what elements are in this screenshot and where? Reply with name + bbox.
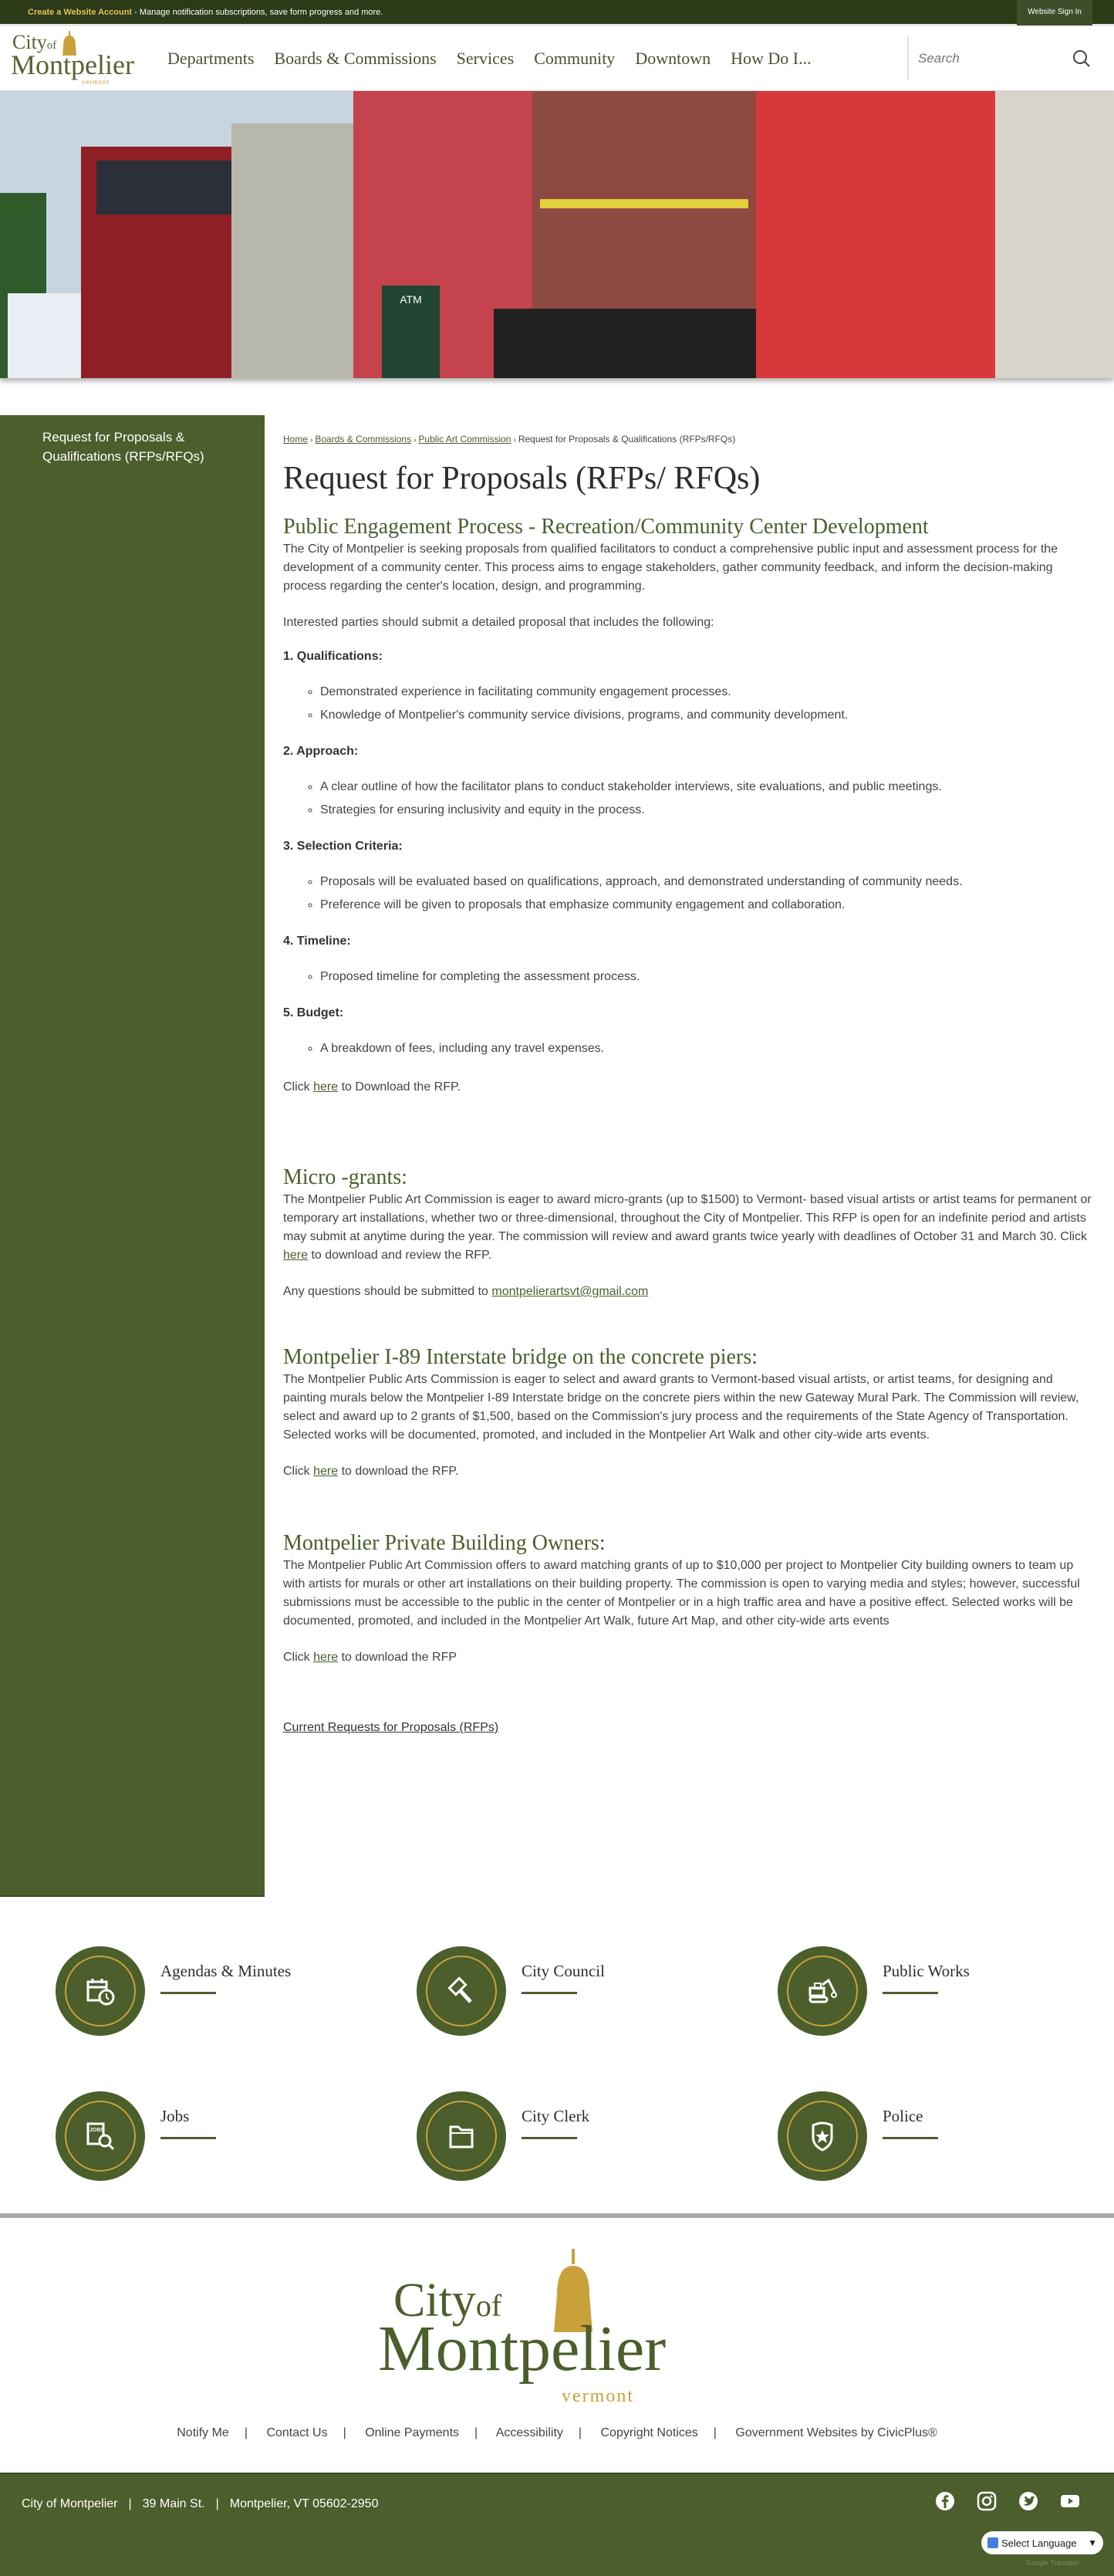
quick-link-badge (778, 2091, 867, 2181)
quick-link-city-clerk[interactable] (417, 2091, 778, 2213)
group-list-qualifications (320, 681, 1095, 727)
quick-link-label: Jobs (160, 2107, 190, 2125)
section-body: The Montpelier Public Art Commission is eager to award micro-grants (up to $1500) to Vermont- based visual artists or artist teams for permanent or temporary art installations, whether two or three-dimensional, throughout the City of Montpelier. This RFP is open for an indefinite period and artists may submit at anytime during the year. The commission will review and award grants twice yearly with deadlines of October 31 and March 30. Click here to download and review the RFP. (283, 1193, 1092, 1262)
underline-divider (522, 1992, 577, 1994)
folder-icon (446, 2121, 477, 2152)
section-intro: The City of Montpelier is seeking proposals from qualified facilitators to conduct a comprehensive public input and assessment process for the development of a community center. This process aims to engage stakeholders, gather community feedback, and inform the decision-making process regarding the center's location, design, and programming. (283, 543, 1058, 593)
section-heading: Micro -grants: (283, 1165, 407, 1189)
underline-divider (883, 2137, 938, 2139)
sidebar-item-rfps-rfqs[interactable]: Request for Proposals & Qualifications (RFPs/RFQs) (42, 430, 204, 464)
section-body: The Montpelier Public Art Commission offers to award matching grants of up to $10,000 per project to Montpelier City building owners to team up with artists for murals or other art installations on their building property. The commission is open to varying media and styles; however, successful submissions must be accessible to the public in the center of Montpelier or in a high traffic area and have a positive effect. Selected works will be documented, promoted, and included in the Montpelier Art Walk, future Art Map, and other city-wide arts events (283, 1559, 1080, 1628)
underline-divider (522, 2137, 577, 2139)
micro-grants-rfp-link[interactable]: here (283, 1249, 309, 1262)
engagement-rfp-download-link[interactable]: here (313, 1080, 339, 1094)
police-badge-icon (807, 2121, 838, 2152)
quick-link-jobs[interactable] (56, 2091, 417, 2213)
quick-link-public-works[interactable] (778, 1946, 1114, 2068)
questions-line: Any questions should be submitted to montpelierartsvt@gmail.com (283, 1285, 649, 1298)
quick-link-label: Public Works (883, 1962, 970, 1980)
nav-community[interactable]: Community (534, 48, 616, 68)
group-label-budget: 5. Budget: (283, 1006, 344, 1019)
breadcrumb-home[interactable]: Home (283, 434, 309, 445)
social-links (935, 2491, 1080, 2511)
logo-city: Cityof (393, 2274, 502, 2327)
logo-state: vermont (82, 78, 110, 86)
jobs-search-icon (85, 2121, 116, 2152)
quick-link-badge (56, 1946, 145, 2036)
underline-divider (160, 1992, 216, 1994)
footer-logo[interactable] (378, 2249, 717, 2406)
list-item: ◦ Strategies for ensuring inclusivity and equity in the process. (320, 799, 1095, 822)
youtube-icon[interactable] (1060, 2491, 1080, 2511)
footer-link-contact-us[interactable]: Contact Us (266, 2426, 328, 2439)
utility-bar (0, 0, 1114, 26)
list-item: ◦ A breakdown of fees, including any travel expenses. (320, 1037, 1095, 1060)
footer-link-civicplus[interactable]: Government Websites by CivicPlus® (735, 2426, 937, 2439)
section-lead: Interested parties should submit a detailed proposal that includes the following: (283, 616, 714, 629)
quick-link-label: City Council (522, 1962, 605, 1980)
section-public-engagement (283, 514, 1095, 1097)
current-rfps-link[interactable]: Current Requests for Proposals (RFPs) (283, 1721, 499, 1734)
svg-text:JOBS: JOBS (89, 2128, 105, 2133)
search-input[interactable] (918, 51, 1072, 66)
quick-link-label: City Clerk (522, 2107, 590, 2125)
account-message (28, 8, 383, 17)
section-private-building-owners (283, 1530, 1095, 1667)
nav-departments[interactable]: Departments (167, 48, 255, 68)
footer-link-copyright-notices[interactable]: Copyright Notices (600, 2426, 698, 2439)
list-item: ◦ Preference will be given to proposals that emphasize community engagement and collaboration. (320, 894, 1095, 917)
footer-address: City of Montpelier | 39 Main St. | Montpelier, VT 05602-2950 (22, 2497, 379, 2510)
quick-link-label: Agendas & Minutes (160, 1962, 292, 1980)
create-account-link[interactable]: Create a Website Account (28, 7, 133, 17)
list-item: ◦ Demonstrated experience in facilitating community engagement processes. (320, 681, 1095, 704)
gavel-icon (446, 1976, 477, 2006)
underline-divider (883, 1992, 938, 1994)
quick-link-badge (417, 2091, 506, 2181)
calendar-clock-icon (85, 1976, 116, 2006)
nav-services[interactable]: Services (456, 48, 515, 68)
list-item: ◦ Proposals will be evaluated based on qualifications, approach, and demonstrated understanding of community needs. (320, 870, 1095, 894)
section-i89-bridge (283, 1344, 1095, 1481)
nav-downtown[interactable]: Downtown (635, 48, 711, 68)
breadcrumb-current: Request for Proposals & Qualifications (RFPs/RFQs) (518, 434, 736, 445)
instagram-icon[interactable] (977, 2491, 997, 2511)
contact-email-link[interactable]: montpelierartsvt@gmail.com (491, 1285, 649, 1298)
logo-city: Cityof (12, 30, 57, 53)
facebook-icon[interactable] (935, 2491, 955, 2511)
site-footer (0, 2213, 1114, 2576)
quick-link-police[interactable] (778, 2091, 1114, 2213)
powered-by-google: Google Translate (1026, 2559, 1079, 2567)
footer-links: Notify Me | Contact Us | Online Payments | Accessibility | Copyright Notices | Government Websites by CivicPlus® (177, 2426, 937, 2439)
bridge-rfp-download-link[interactable]: here (313, 1465, 339, 1478)
group-label-timeline: 4. Timeline: (283, 935, 351, 948)
group-label-qualifications: 1. Qualifications: (283, 650, 383, 663)
hero-image: ATM (0, 91, 1114, 378)
group-list-approach (320, 776, 1095, 822)
language-select[interactable] (981, 2531, 1103, 2554)
download-line: Click here to download the RFP (283, 1651, 457, 1664)
quick-link-badge (56, 2091, 145, 2181)
site-logo[interactable] (11, 26, 161, 91)
search-icon[interactable] (1072, 49, 1091, 68)
section-body: The Montpelier Public Arts Commission is eager to select and award grants to Vermont-based visual artists, or artist teams, for designing and painting murals below the Montpelier I-89 Interstate bridge on the concrete piers within the new Gateway Mural Park. The Commission will review, select and award up to 2 grants of $1,500, based on the Commission's jury process and the requirements of the State Agency of Transportation. Selected works will be documented, promoted, and included in the Montpelier Art Walk and other city-wide arts events. (283, 1373, 1079, 1442)
list-item: ◦ Knowledge of Montpelier's community service divisions, programs, and community development. (320, 704, 1095, 727)
footer-link-notify-me[interactable]: Notify Me (177, 2426, 229, 2439)
quick-link-badge (778, 1946, 867, 2036)
search-box (907, 37, 1114, 80)
footer-link-accessibility[interactable]: Accessibility (495, 2426, 563, 2439)
download-line: Click here to Download the RFP. (283, 1080, 461, 1094)
owners-rfp-download-link[interactable]: here (313, 1651, 339, 1664)
group-label-approach: 2. Approach: (283, 745, 359, 758)
quick-link-city-council[interactable] (417, 1946, 778, 2068)
quick-link-badge (417, 1946, 506, 2036)
breadcrumb-boards-commissions[interactable]: Boards & Commissions (315, 434, 412, 445)
google-translate-icon (987, 2537, 998, 2548)
section-heading: Public Engagement Process - Recreation/Community Center Development (283, 515, 929, 539)
quick-link-label: Police (883, 2107, 923, 2125)
nav-how-do-i[interactable]: How Do I... (731, 48, 812, 68)
list-item: ◦ A clear outline of how the facilitator plans to conduct stakeholder interviews, site evaluations, and public meetings. (320, 776, 1095, 799)
breadcrumb-public-art-commission[interactable]: Public Art Commission (418, 434, 511, 445)
group-list-selection-criteria (320, 870, 1095, 917)
main-content (265, 415, 1114, 1897)
quick-links (0, 1897, 1114, 2213)
site-header (0, 26, 1114, 91)
logo-state: vermont (562, 2386, 634, 2406)
breadcrumb: Home › Boards & Commissions › Public Art Commission › Request for Proposals & Qualifications (RFPs/RFQs) (283, 434, 736, 445)
nav-boards-commissions[interactable]: Boards & Commissions (274, 48, 437, 68)
excavator-icon (807, 1976, 838, 2006)
download-line: Click here to download the RFP. (283, 1465, 459, 1478)
section-micro-grants (283, 1165, 1095, 1301)
group-list-budget (320, 1037, 1095, 1060)
chevron-down-icon: ▼ (1088, 2537, 1097, 2548)
group-label-selection-criteria: 3. Selection Criteria: (283, 840, 403, 853)
group-list-timeline (320, 965, 1095, 989)
website-sign-in-button[interactable]: Website Sign In (1017, 0, 1092, 25)
underline-divider (160, 2137, 216, 2139)
section-heading: Montpelier Private Building Owners: (283, 1531, 606, 1555)
sidebar (0, 415, 265, 1897)
section-heading: Montpelier I-89 Interstate bridge on the concrete piers: (283, 1345, 758, 1369)
footer-link-online-payments[interactable]: Online Payments (365, 2426, 460, 2439)
logo-name: Montpelier (11, 49, 134, 80)
logo-name: Montpelier (378, 2313, 667, 2385)
twitter-icon[interactable] (1018, 2491, 1038, 2511)
quick-link-agendas-minutes[interactable] (56, 1946, 417, 2068)
main-nav (167, 49, 812, 69)
page-title: Request for Proposals (RFPs/ RFQs) (283, 461, 761, 496)
language-select-label: Select Language (1001, 2537, 1077, 2549)
account-message-text: - Manage notification subscriptions, save form progress and more. (132, 7, 383, 17)
list-item: ◦ Proposed timeline for completing the assessment process. (320, 965, 1095, 989)
